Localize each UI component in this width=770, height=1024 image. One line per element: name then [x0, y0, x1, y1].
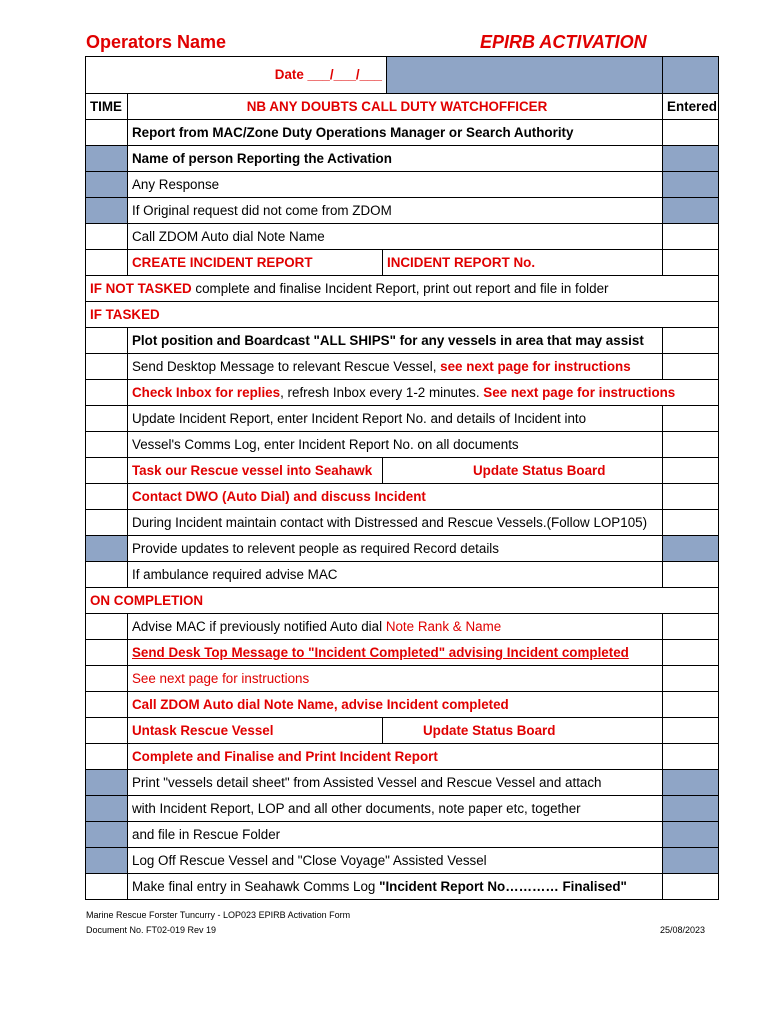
table-row: [86, 562, 719, 588]
time-cell[interactable]: [86, 198, 128, 224]
update-status-board: Update Status Board: [383, 458, 663, 484]
entered-cell[interactable]: [663, 510, 719, 536]
row-text: [86, 276, 719, 302]
date-field[interactable]: Date ___/___/___: [86, 57, 387, 93]
row-text: Report from MAC/Zone Duty Operations Manager or Search Authority: [128, 120, 663, 146]
time-cell[interactable]: [86, 250, 128, 276]
time-cell[interactable]: [86, 848, 128, 874]
row-text: Name of person Reporting the Activation: [128, 146, 663, 172]
entered-cell[interactable]: [663, 432, 719, 458]
entered-cell[interactable]: [663, 614, 719, 640]
call-zdom-completed: Call ZDOM Auto dial Note Name, advise Incident completed: [128, 692, 663, 718]
table-row: [86, 172, 719, 198]
note-rank-name: Note Rank & Name: [385, 619, 502, 634]
table-row: [86, 224, 719, 250]
entered-cell[interactable]: [663, 146, 719, 172]
on-completion-label: ON COMPLETION: [86, 588, 719, 614]
table-row: [86, 146, 719, 172]
row-text: Call ZDOM Auto dial Note Name: [128, 224, 663, 250]
if-tasked-label: IF TASKED: [86, 302, 719, 328]
time-cell[interactable]: [86, 640, 128, 666]
row-text: Provide updates to relevent people as required Record details: [128, 536, 663, 562]
entered-cell[interactable]: [663, 692, 719, 718]
time-cell[interactable]: [86, 744, 128, 770]
time-cell[interactable]: [86, 484, 128, 510]
task-rescue-vessel: Task our Rescue vessel into Seahawk: [128, 458, 383, 484]
if-not-tasked-label: IF NOT TASKED: [90, 281, 192, 296]
time-header: TIME: [86, 94, 128, 120]
time-cell[interactable]: [86, 458, 128, 484]
time-cell[interactable]: [86, 172, 128, 198]
footer-date: 25/08/2023: [660, 925, 706, 935]
table-row: [86, 536, 719, 562]
table-row: [86, 380, 719, 406]
table-row: [86, 276, 719, 302]
incident-report-number[interactable]: INCIDENT REPORT No.: [383, 250, 663, 276]
send-desktop-completed: Send Desk Top Message to "Incident Completed" advising Incident completed: [128, 640, 663, 666]
column-header-row: [86, 94, 719, 120]
see-next-page-link: See next page for instructions: [483, 385, 676, 400]
row-text: [128, 874, 663, 900]
entered-cell[interactable]: [663, 328, 719, 354]
entered-cell[interactable]: [663, 120, 719, 146]
time-cell[interactable]: [86, 666, 128, 692]
time-cell[interactable]: [86, 770, 128, 796]
row-text: [128, 380, 719, 406]
row-text: [128, 614, 663, 640]
entered-cell[interactable]: [663, 562, 719, 588]
date-entered-cell: [663, 57, 719, 94]
table-row: [86, 510, 719, 536]
time-cell[interactable]: [86, 692, 128, 718]
row-text: Any Response: [128, 172, 663, 198]
table-row: [86, 406, 719, 432]
time-cell[interactable]: [86, 536, 128, 562]
entered-cell[interactable]: [663, 458, 719, 484]
entered-cell[interactable]: [663, 796, 719, 822]
time-cell[interactable]: [86, 406, 128, 432]
time-cell[interactable]: [86, 120, 128, 146]
checklist-table: [85, 56, 719, 900]
entered-cell[interactable]: [663, 354, 719, 380]
time-cell[interactable]: [86, 224, 128, 250]
table-row: [86, 692, 719, 718]
row-text: and file in Rescue Folder: [128, 822, 663, 848]
form-title: EPIRB ACTIVATION: [480, 32, 647, 52]
untask-rescue-vessel: Untask Rescue Vessel: [128, 718, 383, 744]
update-status-board: Update Status Board: [383, 718, 663, 744]
create-incident-report: CREATE INCIDENT REPORT: [128, 250, 383, 276]
time-cell[interactable]: [86, 510, 128, 536]
table-row: [86, 120, 719, 146]
time-cell[interactable]: [86, 614, 128, 640]
table-row: [86, 484, 719, 510]
time-cell[interactable]: [86, 718, 128, 744]
table-row: [86, 328, 719, 354]
footer-document-number: Document No. FT02-019 Rev 19: [86, 925, 217, 935]
table-row: [86, 354, 719, 380]
table-row: [86, 250, 719, 276]
check-inbox-label: Check Inbox for replies: [132, 385, 281, 400]
table-row: [86, 640, 719, 666]
table-row: [86, 718, 719, 744]
time-cell[interactable]: [86, 380, 128, 406]
row-text: Log Off Rescue Vessel and "Close Voyage" Assisted Vessel: [128, 848, 663, 874]
send-desktop-text: Send Desktop Message to relevant Rescue Vessel,: [132, 359, 441, 374]
time-cell[interactable]: [86, 822, 128, 848]
entered-cell[interactable]: [663, 770, 719, 796]
entered-cell[interactable]: [663, 224, 719, 250]
section-row: [86, 588, 719, 614]
row-text: If ambulance required advise MAC: [128, 562, 663, 588]
advise-mac-text: Advise MAC if previously notified Auto dial: [132, 619, 386, 634]
refresh-inbox-text: , refresh Inbox every 1-2 minutes.: [280, 385, 484, 400]
final-entry-text: Make final entry in Seahawk Comms Log: [132, 879, 380, 894]
footer-form-name: Marine Rescue Forster Tuncurry - LOP023 EPIRB Activation Form: [86, 910, 351, 920]
row-text: During Incident maintain contact with Distressed and Rescue Vessels.(Follow LOP105): [128, 510, 663, 536]
time-cell[interactable]: [86, 328, 128, 354]
time-cell[interactable]: [86, 432, 128, 458]
time-cell[interactable]: [86, 562, 128, 588]
row-text: Vessel's Comms Log, enter Incident Report No. on all documents: [128, 432, 663, 458]
entered-cell[interactable]: [663, 666, 719, 692]
entered-cell[interactable]: [663, 640, 719, 666]
row-text: with Incident Report, LOP and all other documents, note paper etc, together: [128, 796, 663, 822]
if-not-tasked-text: complete and finalise Incident Report, print out report and file in folder: [191, 281, 609, 296]
instruction-header: NB ANY DOUBTS CALL DUTY WATCHOFFICER: [128, 94, 663, 120]
row-text: If Original request did not come from ZDOM: [128, 198, 663, 224]
entered-cell[interactable]: [663, 406, 719, 432]
entered-cell[interactable]: [663, 198, 719, 224]
table-row: [86, 770, 719, 796]
table-row: [86, 796, 719, 822]
row-text: Update Incident Report, enter Incident Report No. and details of Incident into: [128, 406, 663, 432]
entered-cell[interactable]: [663, 822, 719, 848]
table-row: [86, 614, 719, 640]
table-row: [86, 848, 719, 874]
table-row: [86, 874, 719, 900]
time-cell[interactable]: [86, 796, 128, 822]
date-shaded-cell: [387, 57, 662, 93]
section-row: [86, 302, 719, 328]
table-row: [86, 666, 719, 692]
table-row: [86, 458, 719, 484]
table-row: [86, 744, 719, 770]
row-text: Plot position and Boardcast "ALL SHIPS" for any vessels in area that may assist: [128, 328, 663, 354]
operators-name-label: Operators Name: [86, 32, 227, 52]
entered-header: Entered: [663, 94, 719, 120]
entered-cell[interactable]: [663, 744, 719, 770]
incident-report-finalised: "Incident Report No………… Finalised": [379, 879, 627, 894]
time-cell[interactable]: [86, 874, 128, 900]
entered-cell[interactable]: [663, 536, 719, 562]
date-row: [86, 57, 719, 94]
table-row: [86, 198, 719, 224]
see-next-page-link: see next page for instructions: [440, 359, 631, 374]
see-next-page-link: See next page for instructions: [128, 666, 663, 692]
contact-dwo: Contact DWO (Auto Dial) and discuss Incident: [128, 484, 663, 510]
time-cell[interactable]: [86, 146, 128, 172]
entered-cell[interactable]: [663, 172, 719, 198]
time-cell[interactable]: [86, 354, 128, 380]
entered-cell[interactable]: [663, 874, 719, 900]
entered-cell[interactable]: [663, 250, 719, 276]
table-row: [86, 432, 719, 458]
table-row: [86, 822, 719, 848]
entered-cell[interactable]: [663, 484, 719, 510]
row-text: Print "vessels detail sheet" from Assisted Vessel and Rescue Vessel and attach: [128, 770, 663, 796]
complete-finalise-print: Complete and Finalise and Print Incident Report: [128, 744, 663, 770]
row-text: [128, 354, 663, 380]
entered-cell[interactable]: [663, 848, 719, 874]
entered-cell[interactable]: [663, 718, 719, 744]
